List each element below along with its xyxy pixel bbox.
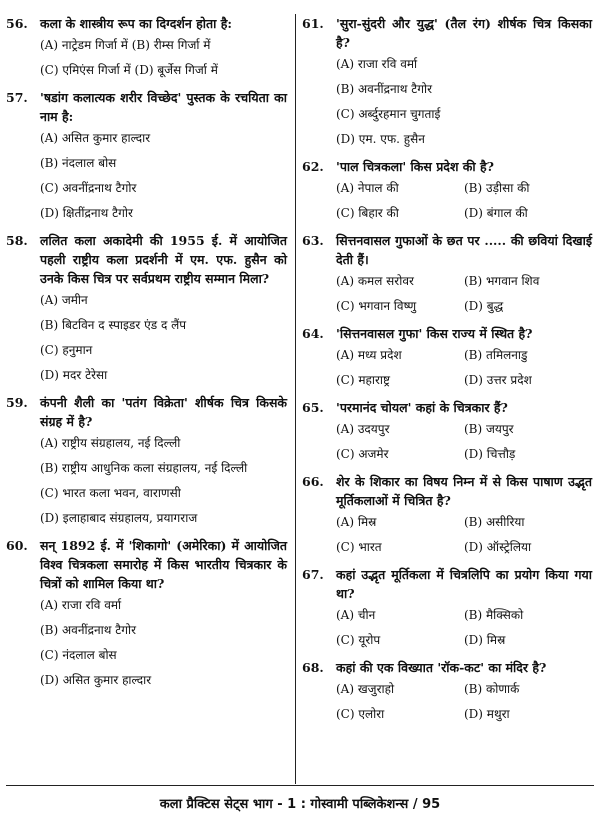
question-56 — [6, 14, 287, 83]
question-text: 'सित्तनवासल गुफा' किस राज्य में स्थित है? — [336, 326, 533, 341]
question-text: 'सुरा-सुंदरी और युद्ध' (तैल रंग) शीर्षक चित्र किसका है? — [336, 16, 592, 50]
option-item: (C) अजमेर — [336, 447, 389, 461]
option-item: (B) राष्ट्रीय आधुनिक कला संग्रहालय, नई दिल्ली — [40, 461, 248, 475]
option-item: (D) एम. एफ. हुसैन — [336, 132, 425, 146]
option-item: (B) भगवान शिव — [464, 274, 540, 288]
option-item: (A) खजुराहो — [336, 682, 395, 696]
option-item: (A) मिस्र — [336, 515, 377, 529]
question-59 — [6, 393, 287, 531]
question-number: 59. — [6, 395, 28, 410]
question-58 — [6, 231, 287, 388]
option-item: (C) हनुमान — [40, 343, 93, 357]
column-divider — [295, 14, 296, 784]
question-57 — [6, 88, 287, 226]
option-item: (D) इलाहाबाद संग्रहालय, प्रयागराज — [40, 511, 198, 525]
footer-rule — [6, 785, 594, 786]
question-68 — [302, 658, 592, 727]
question-text: 'षडांग कलात्यक शरीर विच्छेद' पुस्तक के रचयिता का नाम है: — [40, 90, 287, 124]
option-item: (C) यूरोप — [336, 633, 381, 647]
option-item: (B) उड़ीसा की — [464, 181, 530, 195]
question-number: 67. — [302, 567, 324, 582]
option-item: (C) भारत — [336, 540, 382, 554]
option-item: (A) मध्य प्रदेश — [336, 348, 402, 362]
option-item: (D) ऑस्ट्रेलिया — [464, 540, 532, 554]
question-text: सित्तनवासल गुफाओं के छत पर ..... की छवियां दिखाई देती हैं। — [336, 233, 592, 267]
option-item: (B) नंदलाल बोस — [40, 156, 117, 170]
right-column — [302, 14, 592, 732]
question-number: 58. — [6, 233, 28, 248]
question-number: 56. — [6, 16, 28, 31]
question-62 — [302, 157, 592, 226]
options — [336, 269, 592, 319]
option-item: (D) मदर टेरेसा — [40, 368, 108, 382]
option-item: (A) उदयपुर — [336, 422, 390, 436]
question-60 — [6, 536, 287, 693]
option-item: (A) राजा रवि वर्मा — [40, 598, 122, 612]
options — [40, 431, 287, 531]
question-text: 'पाल चित्रकला' किस प्रदेश की है? — [336, 159, 494, 174]
options — [336, 52, 592, 152]
question-number: 64. — [302, 326, 324, 341]
question-text: कहां की एक विख्यात 'रॉक-कट' का मंदिर है? — [336, 660, 547, 675]
page-footer: कला प्रैक्टिस सेट्स भाग - 1 : गोस्वामी पब्लिकेशन्स / 95 — [159, 797, 441, 812]
option-item: (A) कमल सरोवर — [336, 274, 414, 288]
option-item: (B) अवनींद्रनाथ टैगोर — [336, 82, 433, 96]
question-number: 57. — [6, 90, 28, 105]
option-item: (C) भारत कला भवन, वाराणसी — [40, 486, 181, 500]
question-text: कंपनी शैली का 'पतंग विक्रेता' शीर्षक चित्र किसके संग्रह में है? — [40, 395, 287, 429]
option-item: (B) कोणार्क — [464, 682, 520, 696]
options — [336, 677, 592, 727]
question-text: ललित कला अकादेमी की 1955 ई. में आयोजित पहली राष्ट्रीय कला प्रदर्शनी में एम. एफ. हुसैन को उनके किस चित्र पर सर्वप्रथम राष्ट्रीय सम्मान मिला? — [40, 233, 287, 286]
options — [336, 510, 592, 560]
option-item: (D) बुद्ध — [464, 299, 504, 313]
option-item: (C) अवनींद्रनाथ टैगोर — [40, 181, 137, 195]
option-item: (B) मैक्सिको — [464, 608, 524, 622]
option-item: (A) नेपाल की — [336, 181, 399, 195]
option-item: (B) बिटविन द स्पाइडर एंड द लैंप — [40, 318, 187, 332]
option-item: (D) मथुरा — [464, 707, 510, 721]
option-item: (D) बंगाल की — [464, 206, 528, 220]
option-item: (D) असित कुमार हाल्दार — [40, 673, 152, 687]
question-63 — [302, 231, 592, 319]
question-number: 62. — [302, 159, 324, 174]
question-61 — [302, 14, 592, 152]
option-item: (C) नंदलाल बोस — [40, 648, 117, 662]
options — [336, 603, 592, 653]
option-item: (B) जयपुर — [464, 422, 514, 436]
options — [336, 343, 592, 393]
options — [40, 593, 287, 693]
left-column — [6, 14, 287, 698]
option-item: (C) एलोरा — [336, 707, 385, 721]
question-text: शेर के शिकार का विषय निम्न में से किस पाषाण उद्भृत मूर्तिकलाओं में चित्रित है? — [336, 474, 592, 508]
option-item: (C) अर्ब्दुरहमान चुगताई — [336, 107, 441, 121]
option-item: (B) अवनींद्रनाथ टैगोर — [40, 623, 137, 637]
question-text: कला के शास्त्रीय रूप का दिग्दर्शन होता है: — [40, 16, 232, 31]
question-text: कहां उद्भृत मूर्तिकला में चित्रलिपि का प्रयोग किया गया था? — [336, 567, 592, 601]
option-item: (D) उत्तर प्रदेश — [464, 373, 532, 387]
option-item: (A) नाट्रेडम गिर्जा में (B) रीम्स गिर्जा में — [40, 38, 211, 52]
option-item: (A) राजा रवि वर्मा — [336, 57, 418, 71]
options — [336, 176, 592, 226]
question-66 — [302, 472, 592, 560]
option-item: (A) असित कुमार हाल्दार — [40, 131, 151, 145]
options — [336, 417, 592, 467]
option-item: (D) चित्तौड़ — [464, 447, 516, 461]
question-text: 'परमानंद चोयल' कहां के चित्रकार हैं? — [336, 400, 508, 415]
question-number: 60. — [6, 538, 28, 553]
options — [40, 126, 287, 226]
question-67 — [302, 565, 592, 653]
option-item: (A) चीन — [336, 608, 376, 622]
option-item: (C) बिहार की — [336, 206, 399, 220]
question-number: 68. — [302, 660, 324, 675]
question-text: सन् 1892 ई. में 'शिकागो' (अमेरिका) में आयोजित विश्व चित्रकला समारोह में किस भारतीय चित्रकार के चित्रों को शामिल किया था? — [40, 538, 287, 591]
question-number: 65. — [302, 400, 324, 415]
option-item: (A) जमीन — [40, 293, 88, 307]
option-item: (B) असीरिया — [464, 515, 525, 529]
option-item: (D) मिस्र — [464, 633, 506, 647]
option-item: (C) महाराष्ट्र — [336, 373, 391, 387]
option-item: (B) तमिलनाडु — [464, 348, 528, 362]
question-number: 61. — [302, 16, 324, 31]
option-item: (C) भगवान विष्णु — [336, 299, 417, 313]
question-number: 63. — [302, 233, 324, 248]
option-item: (A) राष्ट्रीय संग्रहालय, नई दिल्ली — [40, 436, 181, 450]
option-item: (C) एमिएंस गिर्जा में (D) बूर्जेस गिर्जा में — [40, 63, 218, 77]
options — [40, 33, 287, 83]
option-item: (D) क्षितींद्रनाथ टैगोर — [40, 206, 133, 220]
question-number: 66. — [302, 474, 324, 489]
question-65 — [302, 398, 592, 467]
question-64 — [302, 324, 592, 393]
options — [40, 288, 287, 388]
